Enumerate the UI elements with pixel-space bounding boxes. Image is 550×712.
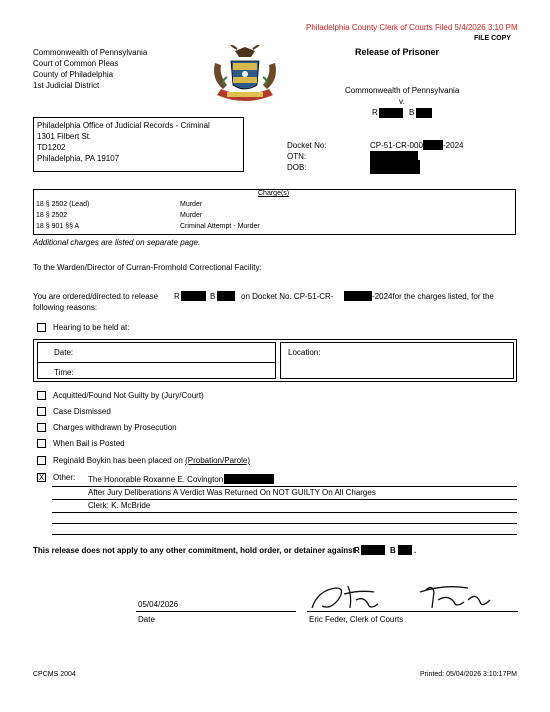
redaction-bar [181,291,206,301]
charges-withdrawn-checkbox[interactable] [37,423,46,432]
bail-posted-label: When Bail is Posted [53,439,125,448]
probation-label [53,456,250,465]
charges-note: Additional charges are listed on separate page. [33,238,201,247]
other-verdict-line: After Jury Deliberations A Verdict Was Returned On NOT GUILTY On All Charges [88,488,376,497]
release-date-label: Date [138,615,155,624]
order-text-part-1: You are ordered/directed to release [33,292,159,301]
acquitted-label: Acquitted/Found Not Guilty by (Jury/Court) [53,391,204,400]
file-copy-label: FILE COPY [474,35,511,42]
caption-plaintiff: Commonwealth of Pennsylvania [345,86,460,95]
case-dismissed-checkbox[interactable] [37,407,46,416]
order-text-part-2: on Docket No. CP-51-CR- [241,292,334,301]
docket-prefix: CP-51-CR-000 [370,141,423,150]
docket-suffix: -2024 [443,141,464,150]
disclaimer-end: . [414,546,417,555]
redaction-bar [370,160,420,174]
charge-description: Criminal Attempt - Murder [180,223,260,230]
redaction-bar [398,545,412,555]
order-initial-1: R [174,292,180,301]
caption-versus: v. [399,97,405,106]
hearing-time-label: Time: [54,368,74,377]
acquitted-checkbox[interactable] [37,391,46,400]
redaction-bar [416,108,432,118]
filed-stamp: Philadelphia County Clerk of Courts Filed 5/4/2026 3:10 PM [306,23,518,32]
redaction-bar [361,545,385,555]
other-label: Other: [53,473,76,482]
clerk-name-label: Eric Feder, Clerk of Courts [309,615,404,624]
probation-text: Reginald Boykin has been placed on [53,456,186,465]
bail-posted-checkbox[interactable] [37,439,46,448]
redaction-bar [217,291,235,301]
address-block [37,120,210,164]
address-line-4: Philadelphia, PA 19107 [37,154,120,163]
court-line-1: Commonwealth of Pennsylvania [33,48,148,57]
otn-label: OTN: [287,152,307,161]
charge-code: 18 § 2502 [36,212,68,219]
redaction-bar [379,108,403,118]
probation-checkbox[interactable] [37,456,46,465]
order-initial-2: B [210,292,216,301]
other-clerk-line: Clerk: K. McBride [88,501,151,510]
hearing-label: Hearing to be held at: [53,323,130,332]
docket-label: Docket No: [287,141,327,150]
court-line-4: 1st Judicial District [33,81,100,90]
charges-header: Charge(s) [258,190,290,197]
address-line-1: Philadelphia Office of Judicial Records - Criminal [37,121,210,130]
warden-addressee: To the Warden/Director of Curran-Fromhold Correctional Facility: [33,263,262,272]
hearing-date-label: Date: [54,348,74,357]
other-judge-line: The Honorable Roxanne E. Covington [88,475,224,484]
dob-label: DOB: [287,163,307,172]
other-checkbox[interactable]: X [38,473,45,482]
order-text-line-2: following reasons: [33,303,98,312]
charges-withdrawn-label: Charges withdrawn by Prosecution [53,423,177,432]
charge-code: 18 § 2502 (Lead) [36,201,90,208]
defendant-initial-1: R [372,108,378,117]
redaction-bar [423,140,443,150]
address-line-3: TD1202 [37,143,66,152]
order-text-part-3: -2024for the charges listed, for the [372,292,494,301]
page-title: Release of Prisoner [355,47,440,57]
hearing-location-label: Location: [288,348,321,357]
release-date-value: 05/04/2026 [138,600,179,609]
redaction-bar [344,291,372,301]
charge-code: 18 § 901 §§ A [36,223,80,230]
pennsylvania-seal-icon [207,45,283,103]
hearing-checkbox[interactable] [37,323,46,332]
disclaimer-text: This release does not apply to any other commitment, hold order, or detainer against [33,546,356,555]
printed-timestamp: Printed: 05/04/2026 3:10:17PM [420,671,517,678]
case-dismissed-label: Case Dismissed [53,407,111,416]
probation-parole-link: (Probation/Parole) [185,456,251,465]
form-number: CPCMS 2004 [33,671,76,678]
clerk-signature-icon [308,578,498,614]
court-line-3: County of Philadelphia [33,70,114,79]
address-line-2: 1301 Filbert St. [37,132,92,141]
charge-description: Murder [180,212,203,219]
charge-description: Murder [180,201,203,208]
disclaimer-initial-1: R [354,546,360,555]
redaction-bar [224,474,274,484]
defendant-initial-2: B [409,108,415,117]
court-header [33,47,147,91]
court-line-2: Court of Common Pleas [33,59,119,68]
disclaimer-initial-2: B [390,546,396,555]
